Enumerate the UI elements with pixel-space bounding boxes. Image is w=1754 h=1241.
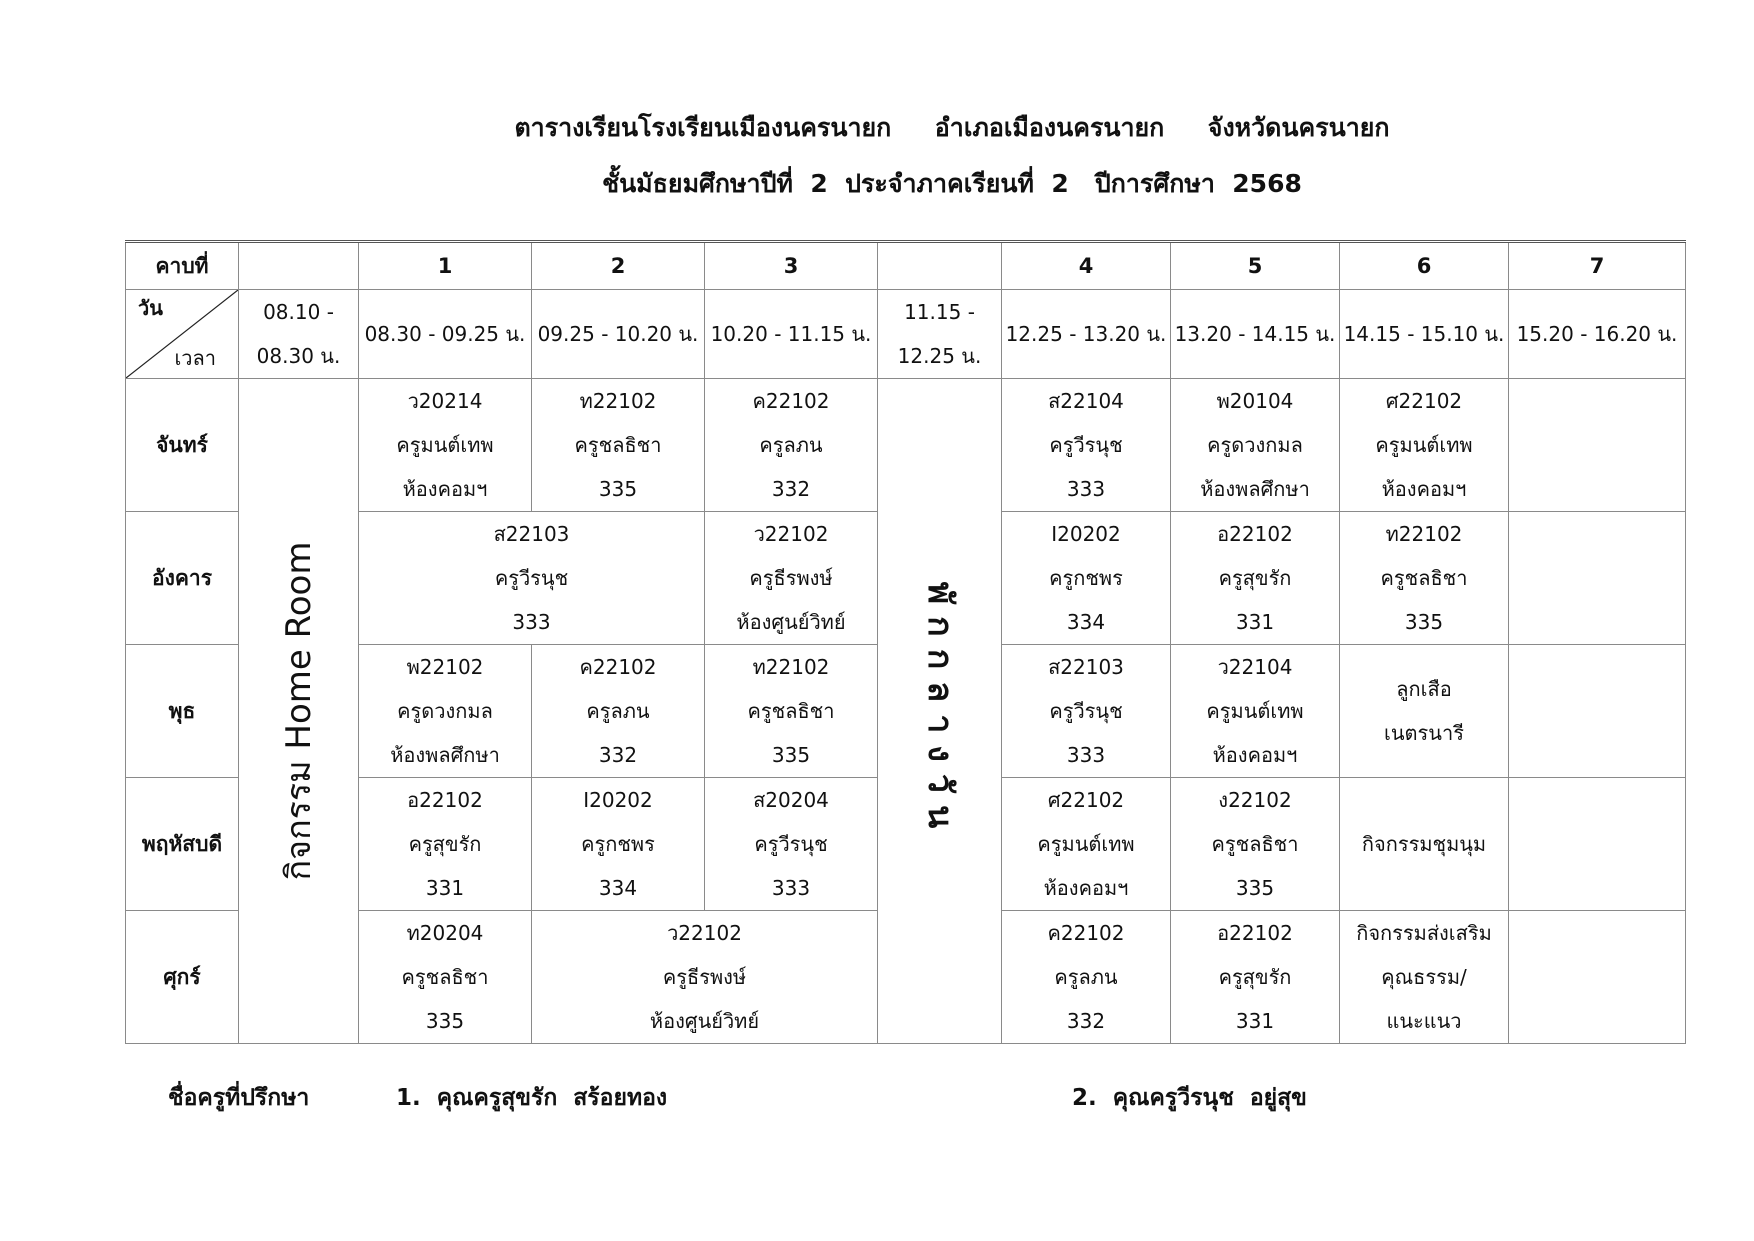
schedule-title: ตารางเรียนโรงเรียนเมืองนครนายก อำเภอเมืองนครนายก จังหวัดนครนายก	[514, 113, 1390, 142]
class-cell: ว20214 ครูมนต์เทพ ห้องคอมฯ	[359, 379, 532, 512]
period-number: 6	[1340, 242, 1509, 290]
period-number: 1	[359, 242, 532, 290]
day-name: พฤหัสบดี	[126, 778, 239, 911]
day-axis-label: วัน	[138, 296, 163, 320]
day-name: จันทร์	[126, 379, 239, 512]
period-number: 2	[532, 242, 705, 290]
empty-cell	[1509, 778, 1686, 911]
club-activity-cell: กิจกรรมชุมนุม	[1340, 778, 1509, 911]
guidance-activity-cell: กิจกรรมส่งเสริม คุณธรรม/ แนะแนว	[1340, 911, 1509, 1044]
class-cell: อ22102 ครูสุขรัก 331	[1171, 911, 1340, 1044]
day-name: ศุกร์	[126, 911, 239, 1044]
homeroom-header	[239, 242, 359, 290]
class-cell: อ22102 ครูสุขรัก 331	[1171, 512, 1340, 645]
empty-cell	[1509, 911, 1686, 1044]
class-cell: ง22102 ครูชลธิชา 335	[1171, 778, 1340, 911]
period-number: 7	[1509, 242, 1686, 290]
class-cell: ค22102 ครูลภน 332	[705, 379, 878, 512]
class-cell: I20202 ครูกชพร 334	[1002, 512, 1171, 645]
period-time: 15.20 - 16.20 น.	[1509, 290, 1686, 379]
period-time: 14.15 - 15.10 น.	[1340, 290, 1509, 379]
class-cell: I20202 ครูกชพร 334	[532, 778, 705, 911]
period-header-row	[126, 242, 1686, 290]
period-time: 08.30 - 09.25 น.	[359, 290, 532, 379]
class-cell: ส22103 ครูวีรนุช 333	[359, 512, 705, 645]
class-cell: ท22102 ครูชลธิชา 335	[705, 645, 878, 778]
class-cell: ศ22102 ครูมนต์เทพ ห้องคอมฯ	[1340, 379, 1509, 512]
class-cell: ท22102 ครูชลธิชา 335	[1340, 512, 1509, 645]
class-cell: พ22102 ครูดวงกมล ห้องพลศึกษา	[359, 645, 532, 778]
day-name: อังคาร	[126, 512, 239, 645]
lunch-break: พักกลางวัน	[878, 379, 1002, 1044]
period-time: 10.20 - 11.15 น.	[705, 290, 878, 379]
class-cell: อ22102 ครูสุขรัก 331	[359, 778, 532, 911]
day-row-monday	[126, 379, 1686, 512]
period-label: คาบที่	[126, 242, 239, 290]
advisor-label: ชื่อครูที่ปรึกษา	[168, 1085, 310, 1111]
class-cell: ท22102 ครูชลธิชา 335	[532, 379, 705, 512]
class-cell: ค22102 ครูลภน 332	[1002, 911, 1171, 1044]
homeroom-activity: กิจกรรม Home Room	[239, 379, 359, 1044]
class-cell: ส20204 ครูวีรนุช 333	[705, 778, 878, 911]
lunch-time: 11.15 - 12.25 น.	[878, 290, 1002, 379]
advisor-name-1: 1. คุณครูสุขรัก สร้อยทอง	[396, 1085, 668, 1111]
class-cell: ศ22102 ครูมนต์เทพ ห้องคอมฯ	[1002, 778, 1171, 911]
class-cell: ส22103 ครูวีรนุช 333	[1002, 645, 1171, 778]
period-time: 12.25 - 13.20 น.	[1002, 290, 1171, 379]
class-cell: ท20204 ครูชลธิชา 335	[359, 911, 532, 1044]
homeroom-time: 08.10 - 08.30 น.	[239, 290, 359, 379]
time-axis-label: เวลา	[174, 346, 216, 370]
scout-activity-cell: ลูกเสือ เนตรนารี	[1340, 645, 1509, 778]
empty-cell	[1509, 645, 1686, 778]
class-cell: ว22102 ครูธีรพงษ์ ห้องศูนย์วิทย์	[705, 512, 878, 645]
empty-cell	[1509, 512, 1686, 645]
advisor-name-2: 2. คุณครูวีรนุช อยู่สุข	[1072, 1085, 1307, 1111]
time-row	[126, 290, 1686, 379]
class-cell: ค22102 ครูลภน 332	[532, 645, 705, 778]
period-number: 5	[1171, 242, 1340, 290]
timetable	[125, 240, 1686, 1044]
schedule-subtitle: ชั้นมัธยมศึกษาปีที่ 2 ประจำภาคเรียนที่ 2 ปีการศึกษา 2568	[602, 169, 1302, 198]
class-cell: ส22104 ครูวีรนุช 333	[1002, 379, 1171, 512]
lunch-header	[878, 242, 1002, 290]
class-cell: พ20104 ครูดวงกมล ห้องพลศึกษา	[1171, 379, 1340, 512]
period-number: 3	[705, 242, 878, 290]
empty-cell	[1509, 379, 1686, 512]
class-cell: ว22102 ครูธีรพงษ์ ห้องศูนย์วิทย์	[532, 911, 878, 1044]
period-time: 09.25 - 10.20 น.	[532, 290, 705, 379]
class-cell: ว22104 ครูมนต์เทพ ห้องคอมฯ	[1171, 645, 1340, 778]
day-name: พุธ	[126, 645, 239, 778]
period-number: 4	[1002, 242, 1171, 290]
day-time-diagonal-cell	[126, 290, 239, 379]
period-time: 13.20 - 14.15 น.	[1171, 290, 1340, 379]
